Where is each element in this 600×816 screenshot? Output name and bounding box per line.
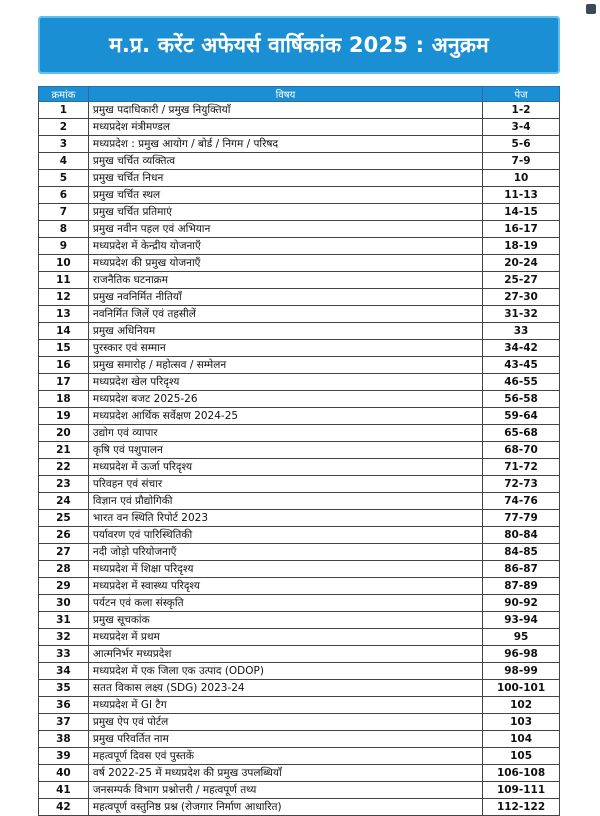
row-topic: नदी जोड़ो परियोजनाएँ	[88, 544, 482, 561]
row-number: 6	[39, 187, 89, 204]
row-number: 12	[39, 289, 89, 306]
row-number: 4	[39, 153, 89, 170]
table-row	[39, 646, 560, 663]
row-number: 23	[39, 476, 89, 493]
row-topic: प्रमुख चर्चित व्यक्तित्व	[88, 153, 482, 170]
row-topic: वर्ष 2022-25 में मध्यप्रदेश की प्रमुख उपलब्धियाँ	[88, 765, 482, 782]
table-row	[39, 204, 560, 221]
row-number: 28	[39, 561, 89, 578]
row-page: 71-72	[483, 459, 560, 476]
row-topic: प्रमुख समारोह / महोत्सव / सम्मेलन	[88, 357, 482, 374]
row-page: 5-6	[483, 136, 560, 153]
table-row	[39, 391, 560, 408]
row-page: 112-122	[483, 799, 560, 816]
row-number: 36	[39, 697, 89, 714]
row-topic: मध्यप्रदेश में ऊर्जा परिदृश्य	[88, 459, 482, 476]
table-row	[39, 306, 560, 323]
table-row	[39, 510, 560, 527]
row-number: 14	[39, 323, 89, 340]
row-number: 8	[39, 221, 89, 238]
table-row	[39, 765, 560, 782]
row-page: 7-9	[483, 153, 560, 170]
table-row	[39, 136, 560, 153]
table-row	[39, 119, 560, 136]
table-row	[39, 612, 560, 629]
corner-marker	[586, 4, 596, 14]
header-topic: विषय	[88, 87, 482, 102]
row-number: 20	[39, 425, 89, 442]
row-topic: मध्यप्रदेश में एक जिला एक उत्पाद (ODOP)	[88, 663, 482, 680]
row-page: 93-94	[483, 612, 560, 629]
table-row	[39, 578, 560, 595]
row-page: 96-98	[483, 646, 560, 663]
row-number: 1	[39, 102, 89, 119]
table-row	[39, 170, 560, 187]
table-row	[39, 221, 560, 238]
row-number: 16	[39, 357, 89, 374]
table-row	[39, 323, 560, 340]
row-page: 59-64	[483, 408, 560, 425]
row-page: 86-87	[483, 561, 560, 578]
table-row	[39, 340, 560, 357]
row-page: 43-45	[483, 357, 560, 374]
row-topic: मध्यप्रदेश खेल परिदृश्य	[88, 374, 482, 391]
row-topic: मध्यप्रदेश आर्थिक सर्वेक्षण 2024-25	[88, 408, 482, 425]
table-row	[39, 782, 560, 799]
row-page: 106-108	[483, 765, 560, 782]
header-num: क्रमांक	[39, 87, 89, 102]
row-page: 31-32	[483, 306, 560, 323]
row-topic: परिवहन एवं संचार	[88, 476, 482, 493]
row-topic: मध्यप्रदेश में स्वास्थ्य परिदृश्य	[88, 578, 482, 595]
row-topic: मध्यप्रदेश की प्रमुख योजनाएँ	[88, 255, 482, 272]
row-topic: पर्यावरण एवं पारिस्थितिकी	[88, 527, 482, 544]
table-body	[39, 102, 560, 816]
row-topic: नवनिर्मित जिलें एवं तहसीलें	[88, 306, 482, 323]
page-title-banner	[38, 16, 560, 74]
header-page: पेज	[483, 87, 560, 102]
row-topic: प्रमुख ऐप एवं पोर्टल	[88, 714, 482, 731]
row-topic: प्रमुख परिवर्तित नाम	[88, 731, 482, 748]
table-row	[39, 595, 560, 612]
row-topic: मध्यप्रदेश मंत्रीमण्डल	[88, 119, 482, 136]
row-page: 16-17	[483, 221, 560, 238]
row-topic: मध्यप्रदेश में प्रथम	[88, 629, 482, 646]
row-topic: महत्वपूर्ण दिवस एवं पुस्तकें	[88, 748, 482, 765]
row-number: 26	[39, 527, 89, 544]
row-number: 30	[39, 595, 89, 612]
row-number: 27	[39, 544, 89, 561]
row-topic: प्रमुख पदाधिकारी / प्रमुख नियुक्तियाँ	[88, 102, 482, 119]
table-row	[39, 714, 560, 731]
row-page: 1-2	[483, 102, 560, 119]
row-topic: मध्यप्रदेश बजट 2025-26	[88, 391, 482, 408]
table-row	[39, 663, 560, 680]
table-row	[39, 442, 560, 459]
row-number: 31	[39, 612, 89, 629]
row-page: 34-42	[483, 340, 560, 357]
table-row	[39, 425, 560, 442]
table-row	[39, 680, 560, 697]
row-number: 15	[39, 340, 89, 357]
row-topic: पुरस्कार एवं सम्मान	[88, 340, 482, 357]
row-topic: प्रमुख चर्चित स्थल	[88, 187, 482, 204]
row-number: 24	[39, 493, 89, 510]
table-row	[39, 697, 560, 714]
table-row	[39, 459, 560, 476]
table-row	[39, 255, 560, 272]
row-page: 65-68	[483, 425, 560, 442]
row-number: 32	[39, 629, 89, 646]
row-topic: आत्मनिर्भर मध्यप्रदेश	[88, 646, 482, 663]
row-page: 87-89	[483, 578, 560, 595]
row-page: 95	[483, 629, 560, 646]
row-page: 74-76	[483, 493, 560, 510]
row-page: 105	[483, 748, 560, 765]
row-page: 109-111	[483, 782, 560, 799]
row-number: 38	[39, 731, 89, 748]
table-row	[39, 799, 560, 816]
row-number: 9	[39, 238, 89, 255]
table-row	[39, 493, 560, 510]
page-title: म.प्र. करेंट अफेयर्स वार्षिकांक 2025 : अनुक्रम	[109, 33, 489, 57]
row-page: 104	[483, 731, 560, 748]
row-page: 11-13	[483, 187, 560, 204]
row-page: 33	[483, 323, 560, 340]
table-row	[39, 357, 560, 374]
row-page: 72-73	[483, 476, 560, 493]
row-topic: मध्यप्रदेश में शिक्षा परिदृश्य	[88, 561, 482, 578]
row-topic: प्रमुख नवनिर्मित नीतियाँ	[88, 289, 482, 306]
row-page: 102	[483, 697, 560, 714]
row-number: 34	[39, 663, 89, 680]
row-topic: महत्वपूर्ण वस्तुनिष्ठ प्रश्न (रोजगार निर्माण आधारित)	[88, 799, 482, 816]
row-page: 3-4	[483, 119, 560, 136]
row-page: 103	[483, 714, 560, 731]
table-row	[39, 561, 560, 578]
row-number: 40	[39, 765, 89, 782]
row-topic: मध्यप्रदेश में GI टैग	[88, 697, 482, 714]
row-page: 84-85	[483, 544, 560, 561]
table-row	[39, 731, 560, 748]
row-number: 7	[39, 204, 89, 221]
row-number: 10	[39, 255, 89, 272]
row-number: 37	[39, 714, 89, 731]
row-topic: विज्ञान एवं प्रौद्योगिकी	[88, 493, 482, 510]
row-page: 27-30	[483, 289, 560, 306]
row-topic: उद्योग एवं व्यापार	[88, 425, 482, 442]
row-page: 46-55	[483, 374, 560, 391]
table-row	[39, 187, 560, 204]
row-topic: प्रमुख चर्चित प्रतिमाएं	[88, 204, 482, 221]
row-page: 98-99	[483, 663, 560, 680]
row-topic: राजनैतिक घटनाक्रम	[88, 272, 482, 289]
row-topic: प्रमुख चर्चित निधन	[88, 170, 482, 187]
table-row	[39, 629, 560, 646]
row-topic: पर्यटन एवं कला संस्कृति	[88, 595, 482, 612]
row-number: 18	[39, 391, 89, 408]
table-row	[39, 527, 560, 544]
table-row	[39, 238, 560, 255]
row-page: 90-92	[483, 595, 560, 612]
row-page: 68-70	[483, 442, 560, 459]
row-topic: जनसम्पर्क विभाग प्रश्नोत्तरी / महत्वपूर्ण तथ्य	[88, 782, 482, 799]
row-number: 33	[39, 646, 89, 663]
table-row	[39, 272, 560, 289]
row-page: 77-79	[483, 510, 560, 527]
row-number: 35	[39, 680, 89, 697]
table-row	[39, 408, 560, 425]
row-page: 100-101	[483, 680, 560, 697]
row-page: 20-24	[483, 255, 560, 272]
row-topic: प्रमुख नवीन पहल एवं अभियान	[88, 221, 482, 238]
row-topic: प्रमुख सूचकांक	[88, 612, 482, 629]
table-row	[39, 544, 560, 561]
row-topic: मध्यप्रदेश : प्रमुख आयोग / बोर्ड / निगम / परिषद	[88, 136, 482, 153]
table-row	[39, 476, 560, 493]
table-row	[39, 102, 560, 119]
row-number: 25	[39, 510, 89, 527]
table-row	[39, 153, 560, 170]
row-number: 21	[39, 442, 89, 459]
table-header-row	[39, 87, 560, 102]
row-number: 29	[39, 578, 89, 595]
row-number: 39	[39, 748, 89, 765]
row-number: 11	[39, 272, 89, 289]
row-number: 13	[39, 306, 89, 323]
row-number: 3	[39, 136, 89, 153]
row-number: 41	[39, 782, 89, 799]
row-page: 18-19	[483, 238, 560, 255]
row-topic: मध्यप्रदेश में केन्द्रीय योजनाएँ	[88, 238, 482, 255]
row-page: 25-27	[483, 272, 560, 289]
table-row	[39, 289, 560, 306]
row-topic: सतत विकास लक्ष्य (SDG) 2023-24	[88, 680, 482, 697]
row-topic: भारत वन स्थिति रिपोर्ट 2023	[88, 510, 482, 527]
row-number: 22	[39, 459, 89, 476]
row-page: 10	[483, 170, 560, 187]
row-number: 19	[39, 408, 89, 425]
table-row	[39, 374, 560, 391]
row-topic: कृषि एवं पशुपालन	[88, 442, 482, 459]
row-page: 14-15	[483, 204, 560, 221]
table-of-contents	[38, 86, 560, 816]
row-page: 56-58	[483, 391, 560, 408]
row-number: 5	[39, 170, 89, 187]
row-topic: प्रमुख अधिनियम	[88, 323, 482, 340]
row-page: 80-84	[483, 527, 560, 544]
row-number: 2	[39, 119, 89, 136]
table-row	[39, 748, 560, 765]
row-number: 42	[39, 799, 89, 816]
row-number: 17	[39, 374, 89, 391]
